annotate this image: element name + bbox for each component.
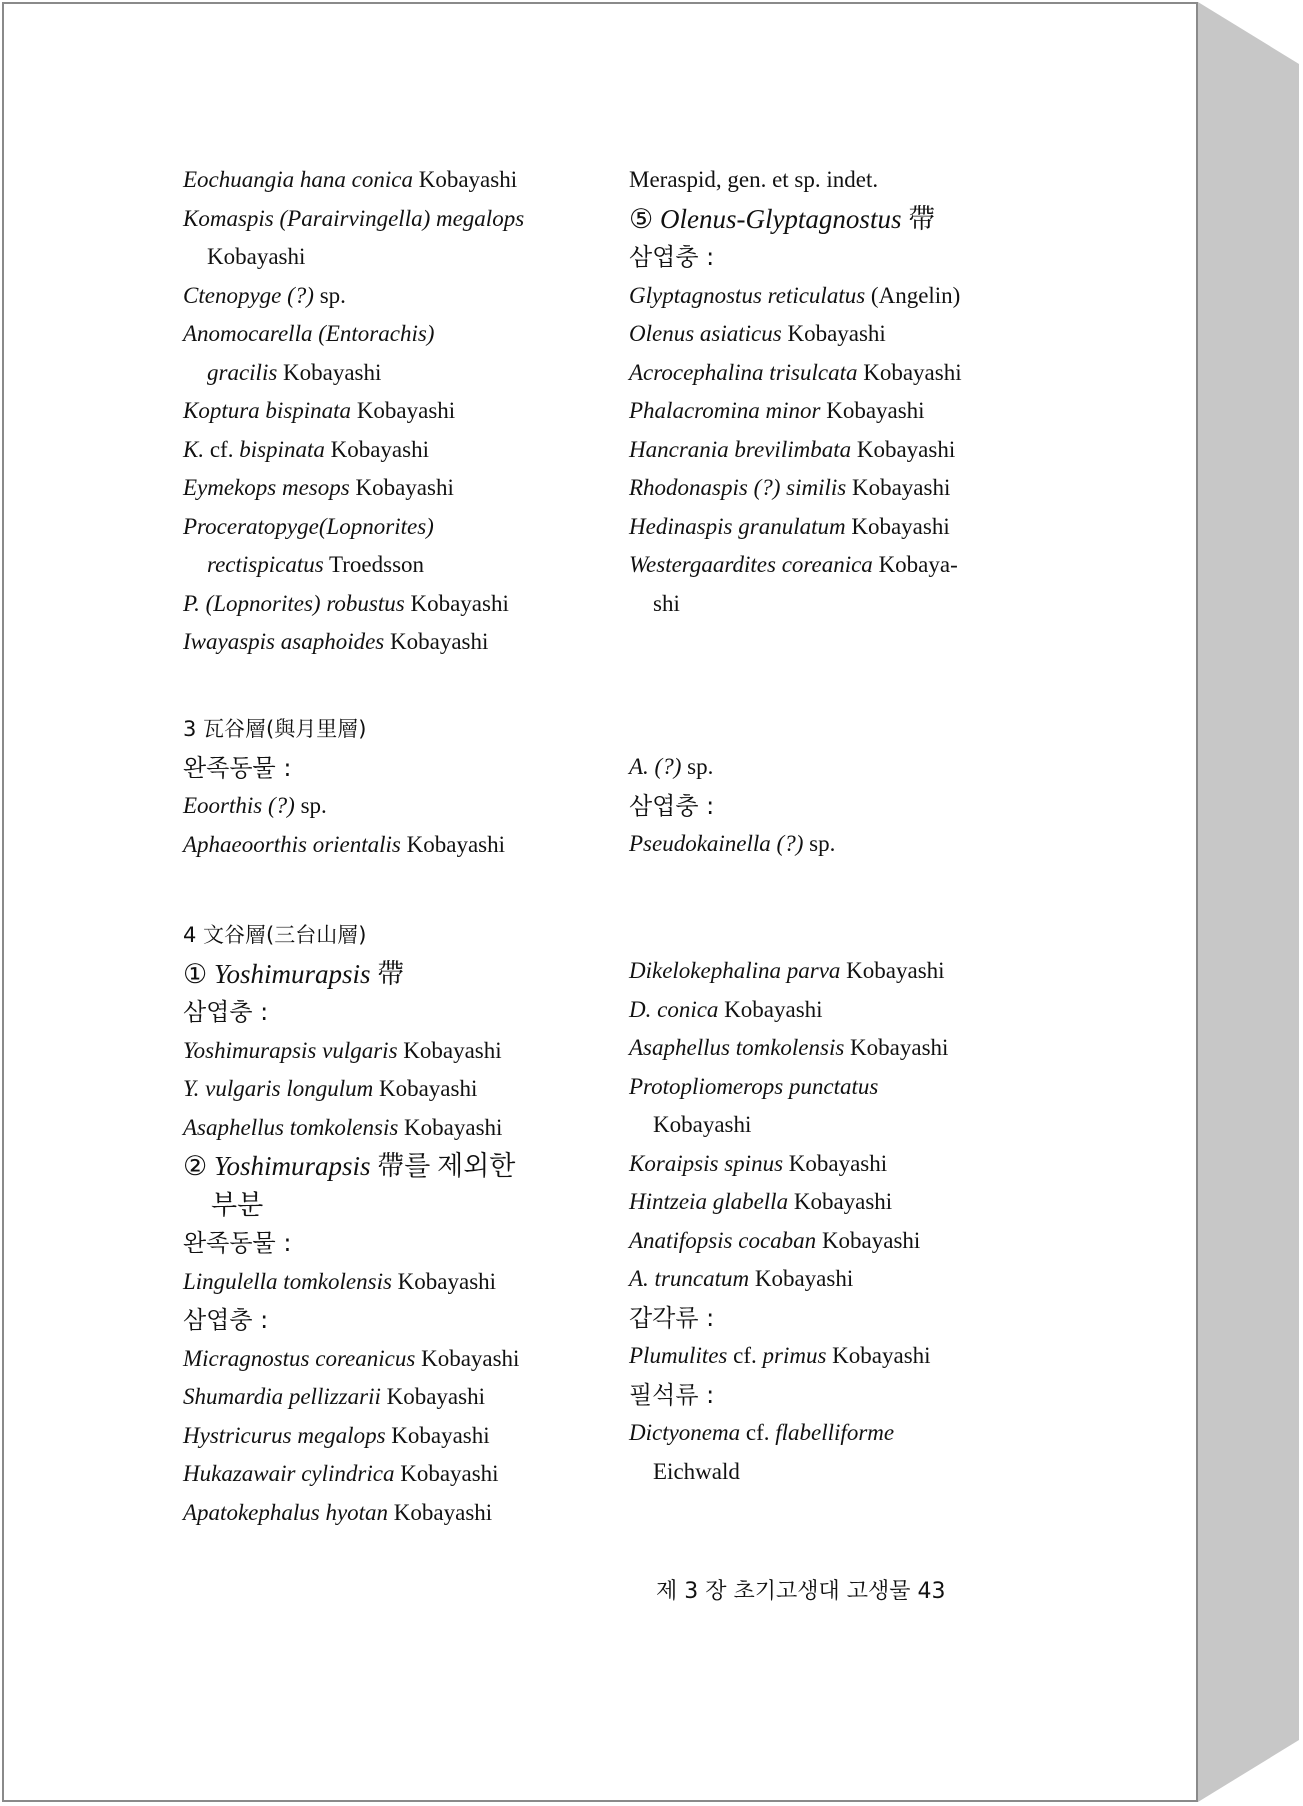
genus-name: Plumulites (629, 1343, 728, 1368)
zone-marker: ⑤ (629, 203, 654, 234)
author-name: Kobayashi (397, 1037, 502, 1063)
taxon-name: Hedinaspis granulatum (629, 513, 846, 539)
taxon-name: Ctenopyge (?) (183, 282, 314, 308)
author-name: Kobayashi (820, 398, 925, 423)
author-name: Kobayashi (373, 1076, 478, 1101)
section-4-right (629, 952, 1049, 1491)
author-name: Kobayashi (388, 1499, 493, 1525)
taxon-name: A. (?) (629, 754, 682, 779)
taxon-name: Olenus asiaticus (629, 321, 782, 346)
taxon-name: Dikelokephalina parva (629, 958, 841, 983)
species-list (183, 1340, 613, 1533)
taxon-name: Apatokephalus hyotan (183, 1499, 389, 1525)
taxon-name: Eymekops mesops (183, 475, 350, 500)
genus-name: Dictyonema (629, 1420, 741, 1445)
list-item (183, 1263, 613, 1302)
zone-suffix: 帶를 제외한 (370, 1151, 516, 1181)
list-item (183, 1032, 613, 1071)
species-list (629, 952, 1049, 1299)
list-item (183, 161, 613, 200)
author-name: Kobayashi (380, 1384, 485, 1409)
species-list (629, 748, 1049, 787)
taxon-name: Koraipsis spinus (629, 1150, 784, 1176)
group-label: 삼엽충 : (629, 791, 715, 820)
author-name: Kobayashi (415, 1345, 520, 1371)
list-item (629, 277, 1049, 316)
list-item (629, 585, 1049, 624)
list-item (183, 1340, 613, 1379)
list-item (183, 354, 613, 393)
taxon-name: D. conica (629, 996, 719, 1022)
author-name: Troedsson (323, 552, 425, 577)
list-item (183, 469, 613, 508)
taxon-name: Hukazawair cylindrica (183, 1461, 395, 1486)
book-page-edge (1198, 2, 1299, 1802)
taxon-name: Eochuangia hana conica (183, 167, 413, 192)
taxon-name: Micragnostus coreanicus (183, 1345, 416, 1371)
taxon-name: Glyptagnostus reticulatus (629, 282, 866, 308)
list-item (629, 952, 1049, 991)
taxon-name: Acrocephalina trisulcata (629, 359, 858, 385)
taxon-name: Koptura bispinata (183, 398, 352, 423)
section-3-right (629, 748, 1049, 864)
taxon-name: Anomocarella (Entorachis) (183, 321, 435, 346)
zone-suffix: 帶 (901, 203, 936, 234)
page-footer: 제 3 장 초기고생대 고생물 43 (656, 1579, 946, 1604)
group-label: 갑각류 : (629, 1303, 715, 1332)
section-heading: 3 瓦谷層(與月里層) (183, 717, 367, 741)
author-name: cf. (204, 436, 240, 462)
author-name: Kobayashi (351, 398, 456, 423)
list-item: Meraspid, gen. et sp. indet. (629, 167, 879, 192)
author-name: Kobayashi (394, 1461, 499, 1486)
taxon-name: Yoshimurapsis vulgaris (183, 1037, 398, 1063)
taxon-name: Westergaardites coreanica (629, 552, 873, 577)
list-item (183, 238, 613, 277)
author-name: Kobayashi (857, 359, 962, 385)
author-name: Kobayashi (781, 321, 886, 346)
taxon-name: Protopliomerops punctatus (629, 1073, 879, 1099)
taxon-name: Anatifopsis cocaban (629, 1227, 817, 1253)
list-item (629, 469, 1049, 508)
taxon-name: Hystricurus megalops (183, 1422, 386, 1448)
author-name: Kobayashi (404, 590, 509, 616)
section-heading: 4 文谷層(三台山層) (183, 923, 367, 947)
taxon-name: A. truncatum (629, 1266, 750, 1291)
author-name: Kobayashi (400, 831, 505, 857)
species-list (629, 277, 1049, 624)
author-name: Kobayashi (845, 513, 950, 539)
taxon-name: K. (183, 436, 205, 462)
author-name: Kobayashi (412, 167, 518, 192)
list-item (629, 1145, 1049, 1184)
zone-name: Yoshimurapsis (213, 1151, 371, 1181)
list-item (183, 431, 613, 470)
list-item (629, 1106, 1049, 1145)
author-name: sp. (681, 754, 714, 779)
author-name: shi (653, 590, 680, 616)
taxon-name: Proceratopyge(Lopnorites) (183, 513, 434, 539)
list-item (629, 1337, 1049, 1376)
group-label: 완족동물 : (183, 1229, 292, 1257)
zone-name: Olenus-Glyptagnostus (659, 203, 902, 234)
author-name: (Angelin) (865, 282, 961, 308)
group-label: 삼엽충 : (183, 998, 269, 1026)
zone-suffix: 帶 (370, 958, 405, 989)
species-name: flabelliforme (775, 1420, 895, 1445)
zone-name: Yoshimurapsis (213, 958, 371, 989)
section-3-left (183, 710, 613, 864)
group-label: 삼엽충 : (629, 243, 715, 271)
author-name: Kobayashi (653, 1112, 752, 1137)
species-list (183, 1032, 613, 1148)
taxon-name: Aphaeoorthis orientalis (183, 831, 401, 857)
list-item (183, 200, 613, 239)
author-name: Kobayashi (391, 1268, 497, 1294)
list-item (183, 585, 613, 624)
author-name: Kobayashi (384, 629, 489, 654)
list-item (183, 277, 613, 316)
author-name: Kobayashi (846, 475, 951, 500)
author-name: Kobayashi (207, 244, 306, 269)
author-name: Kobayashi (851, 436, 956, 462)
taxon-name: Y. vulgaris longulum (183, 1076, 374, 1101)
list-item (183, 623, 613, 662)
list-item (629, 392, 1049, 431)
author-name: Kobayashi (840, 958, 945, 983)
taxon-name: gracilis (207, 359, 278, 385)
taxon-name: Hintzeia glabella (629, 1189, 789, 1214)
list-item (183, 546, 613, 585)
zone-heading-cont: 부분 (211, 1189, 264, 1220)
author-name: Kobayashi (783, 1150, 888, 1176)
zone-marker: ① (183, 958, 208, 989)
author-name: Eichwald (653, 1458, 740, 1484)
list-item (629, 1414, 1049, 1453)
species-list (629, 825, 1049, 864)
author-name: Kobayashi (749, 1266, 854, 1291)
author-name: Kobayashi (277, 359, 382, 385)
taxon-name: Phalacromina minor (629, 398, 821, 423)
zone-heading (183, 1147, 613, 1186)
author-name: Kobayashi (816, 1227, 921, 1253)
zone-heading (629, 200, 1049, 239)
list-item (629, 1222, 1049, 1261)
group-label: 필석류 : (629, 1380, 715, 1409)
list-item (629, 1029, 1049, 1068)
author-name: Kobayashi (718, 996, 823, 1022)
taxon-name: Lingulella tomkolensis (183, 1268, 392, 1294)
taxon-name: Komaspis (Parairvingella) megalops (183, 205, 525, 231)
author-name: sp. (803, 831, 836, 856)
section-4-left (183, 916, 613, 1532)
author-name: Kobayashi (826, 1343, 931, 1368)
author-name: Kobayashi (844, 1035, 949, 1060)
list-item (183, 1378, 613, 1417)
cf-label: cf. (727, 1343, 763, 1368)
species-list (183, 787, 613, 864)
list-item (183, 1417, 613, 1456)
author-name: Kobayashi (788, 1189, 893, 1214)
taxon-name: P. (Lopnorites) robustus (183, 590, 405, 616)
author-name: Kobayashi (385, 1422, 490, 1448)
list-item (183, 787, 613, 826)
author-name: sp. (294, 793, 327, 818)
taxon-name: Hancrania brevilimbata (629, 436, 852, 462)
list-item (629, 1183, 1049, 1222)
cf-label: cf. (740, 1420, 776, 1445)
zone-heading (183, 955, 613, 994)
taxon-name: Iwayaspis asaphoides (183, 629, 385, 654)
taxon-name: Asaphellus tomkolensis (629, 1035, 845, 1060)
taxon-name: rectispicatus (207, 552, 324, 577)
list-item (183, 508, 613, 547)
list-item (629, 748, 1049, 787)
group-label: 삼엽충 : (183, 1306, 269, 1334)
list-item (183, 1070, 613, 1109)
list-item (629, 991, 1049, 1030)
author-name: Kobayashi (398, 1114, 503, 1140)
list-item (183, 315, 613, 354)
list-item (629, 1068, 1049, 1107)
taxon-name: Pseudokainella (?) (629, 831, 804, 856)
list-item (183, 826, 613, 865)
species-list (183, 1263, 613, 1302)
author-name: sp. (313, 282, 346, 308)
list-item (183, 1109, 613, 1148)
group-label: 완족동물 : (183, 753, 292, 782)
author-name: Kobayashi (349, 475, 454, 500)
list-item (629, 546, 1049, 585)
left-column-top (183, 161, 613, 662)
list-item (629, 825, 1049, 864)
right-column-top (629, 161, 1049, 623)
taxon-name: Rhodonaspis (?) similis (629, 475, 847, 500)
list-item (629, 315, 1049, 354)
taxon-name: Eoorthis (?) (183, 793, 295, 818)
taxon-name: Asaphellus tomkolensis (183, 1114, 399, 1140)
list-item (629, 431, 1049, 470)
author-name: Kobaya- (872, 552, 958, 577)
list-item (183, 1494, 613, 1533)
list-item (629, 508, 1049, 547)
species-list (183, 161, 613, 662)
list-item (183, 392, 613, 431)
list-item (629, 1260, 1049, 1299)
taxon-name: Shumardia pellizzarii (183, 1384, 381, 1409)
species-name: primus (762, 1343, 827, 1368)
list-item (629, 354, 1049, 393)
author-name: Kobayashi (324, 436, 429, 462)
list-item (183, 1455, 613, 1494)
zone-marker: ② (183, 1151, 208, 1181)
species-name: bispinata (239, 436, 325, 462)
